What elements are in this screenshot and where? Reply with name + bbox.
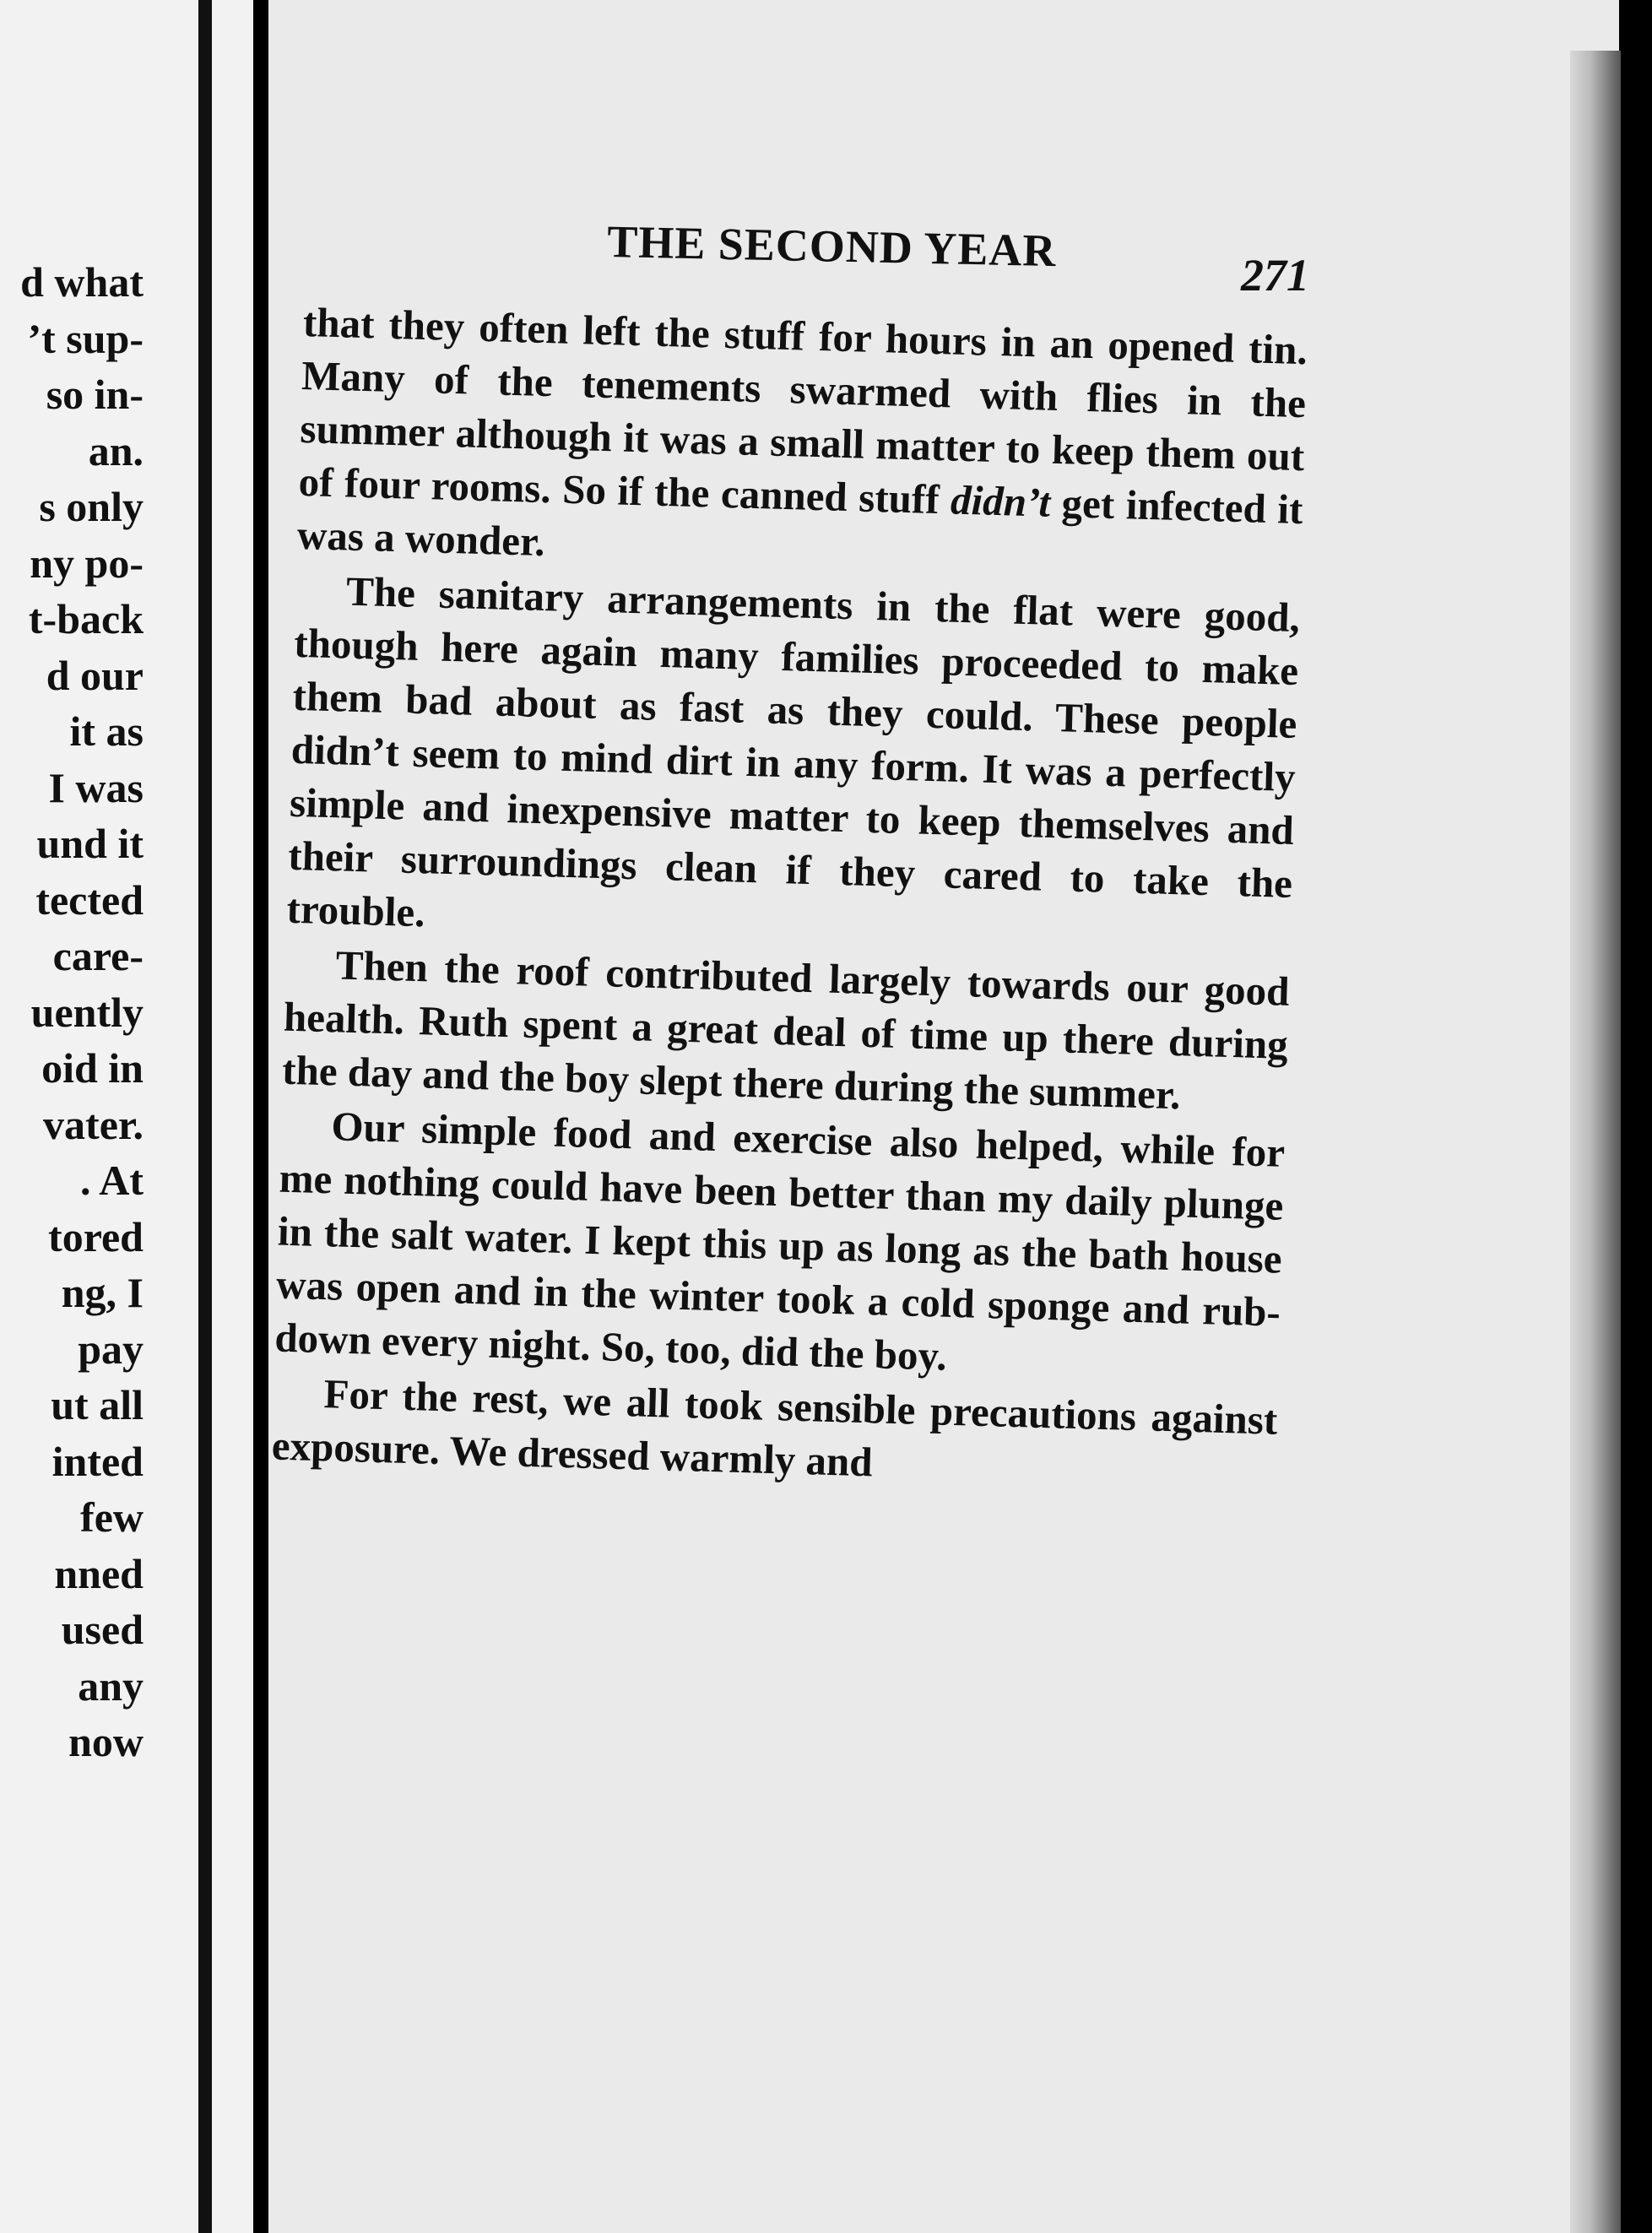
left-page-line: I was <box>48 763 144 811</box>
left-page-line: any <box>78 1661 144 1710</box>
paragraph-text: get infected it was a wonder. <box>296 479 1304 566</box>
left-page-line: it as <box>69 707 144 755</box>
page-number: 271 <box>1241 250 1309 301</box>
left-page-line: inted <box>51 1437 144 1485</box>
left-page-line: tored <box>48 1212 144 1260</box>
left-page-line: vater. <box>43 1100 144 1148</box>
left-page-line: used <box>61 1606 144 1653</box>
left-page-line: und it <box>36 820 144 867</box>
left-page-line: pay <box>78 1325 144 1373</box>
left-page-line: tected <box>35 875 144 924</box>
left-page-line: . At <box>80 1157 144 1204</box>
body-text <box>271 295 1308 1500</box>
left-page <box>0 0 253 2233</box>
left-page-line: so in- <box>46 371 144 418</box>
page-edge <box>1570 51 1621 2233</box>
left-page-line: ng, I <box>61 1269 144 1316</box>
paragraph-text: that they often left the stuff for hours in an opened tin. Many of the tenements swarmed with flies in the summer although it was a small matter to keep them out of four rooms. So if the canned stuff <box>298 298 1308 523</box>
left-page-line: an. <box>88 426 144 474</box>
left-page-line: ’t sup- <box>27 314 144 362</box>
left-page-line: few <box>80 1493 144 1541</box>
left-page-line: d what <box>20 258 144 306</box>
paragraph <box>296 295 1308 589</box>
paragraph: Then the roof contributed largely towards our good health. Ruth spent a great deal of time up there during the day and the boy slept there during the summer. <box>281 941 1291 1119</box>
paragraph: The sanitary arrangements in the flat were good, though here again many families proceeded to make them bad about as fast as they could. These people didn’t seem to mind dirt in any form. It was a perfectly simple and inexpensive matter to keep themselves and their surroundings clean if they cared to take the trouble. <box>285 567 1301 936</box>
left-page-line: s only <box>39 483 144 530</box>
left-page-line: t-back <box>28 595 144 642</box>
left-page-line: nned <box>54 1549 144 1597</box>
paragraph: Our simple food and exercise also helped, while for me nothing could have been better than my daily plunge in the salt water. I kept this up as long as the bath house was open and in the winter took a cold sponge and rub-down every night. So, too, did the boy. <box>274 1103 1286 1379</box>
running-head: THE SECOND YEAR <box>606 215 1057 277</box>
left-page-line: ny po- <box>30 539 144 587</box>
left-page-line: uently <box>30 988 144 1036</box>
left-page-line: d our <box>46 651 144 699</box>
binding-gutter <box>198 0 212 2233</box>
left-page-line: oid in <box>41 1044 144 1092</box>
left-page-line: ut all <box>51 1381 144 1428</box>
left-page-line: care- <box>52 932 144 979</box>
paragraph: For the rest, we all took sensible precautions against exposure. We dressed warmly and <box>271 1370 1279 1486</box>
emphasis-text: didn’t <box>950 476 1051 526</box>
left-page-line: now <box>68 1718 144 1765</box>
